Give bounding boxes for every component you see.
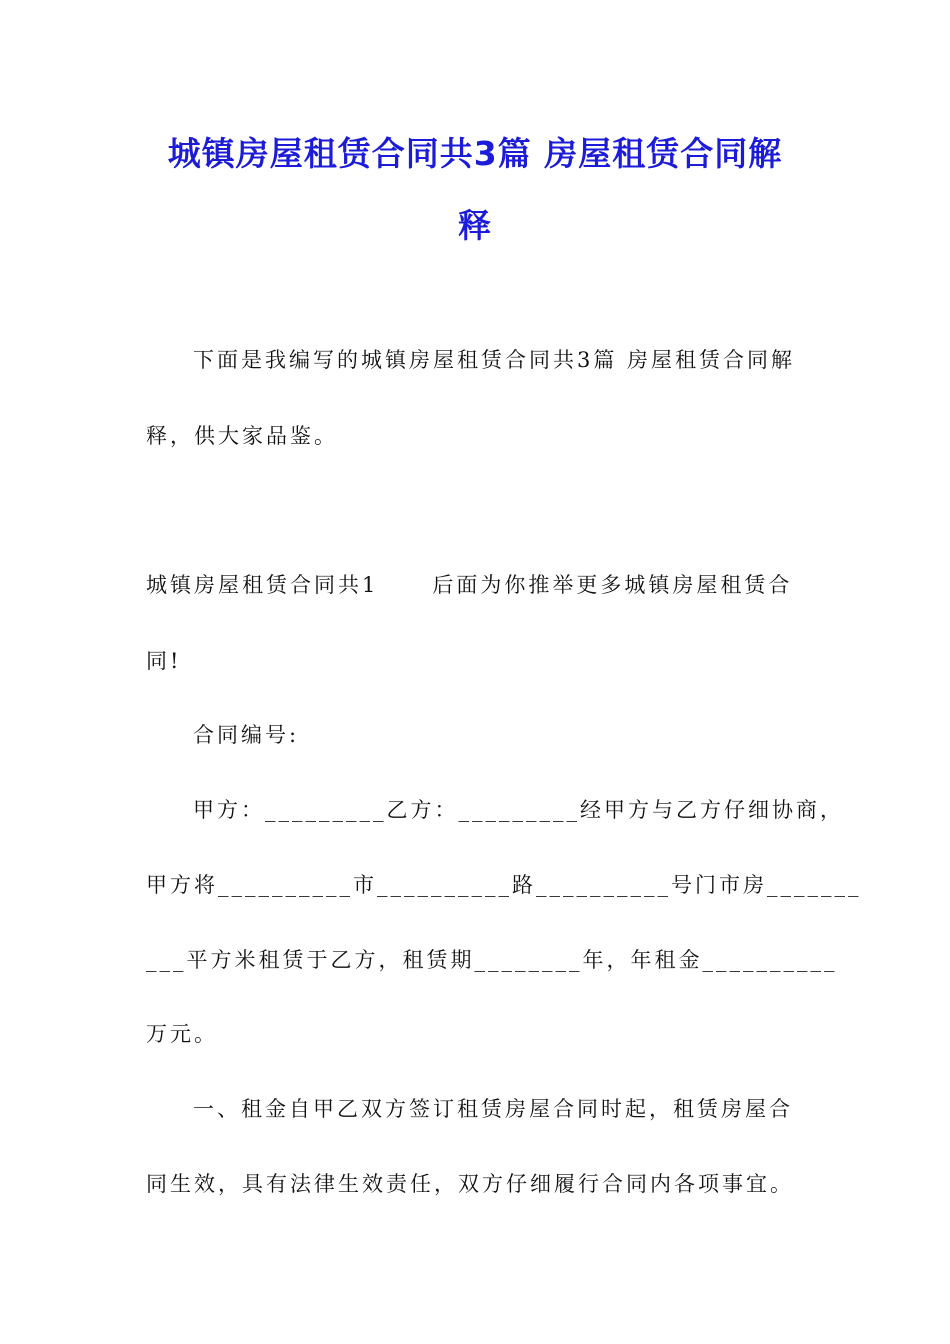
clause-1-line-1: 一、租金自甲乙双方签订租赁房屋合同时起，租赁房屋合 xyxy=(193,1097,793,1121)
clause-1-line-2: 同生效，具有法律生效责任，双方仔细履行合同内各项事宜。 xyxy=(146,1172,794,1196)
parties-paragraph-line-1: 甲方：_________乙方：_________经甲方与乙方仔细协商， xyxy=(193,798,844,822)
intro-paragraph-line-2: 释，供大家品鉴。 xyxy=(146,424,338,448)
contract-number-label: 合同编号: xyxy=(193,723,300,747)
intro-paragraph-line-1: 下面是我编写的城镇房屋租赁合同共3篇 房屋租赁合同解 xyxy=(193,348,796,372)
document-title-line-2: 释 xyxy=(458,206,492,245)
parties-paragraph-line-2: 甲方将__________市__________路__________号门市房_______ xyxy=(146,873,862,897)
section-1-lead: 后面为你推举更多城镇房屋租赁合 xyxy=(432,573,793,597)
document-title-line-1: 城镇房屋租赁合同共3篇 房屋租赁合同解 xyxy=(167,134,783,173)
section-1-heading: 城镇房屋租赁合同共1 xyxy=(146,573,379,597)
section-1-heading-row xyxy=(146,571,792,599)
parties-paragraph-line-3: ___平方米租赁于乙方，租赁期________年，年租金__________ xyxy=(146,948,838,972)
parties-paragraph-line-4: 万元。 xyxy=(146,1022,218,1046)
section-1-lead-continuation: 同! xyxy=(146,649,182,673)
